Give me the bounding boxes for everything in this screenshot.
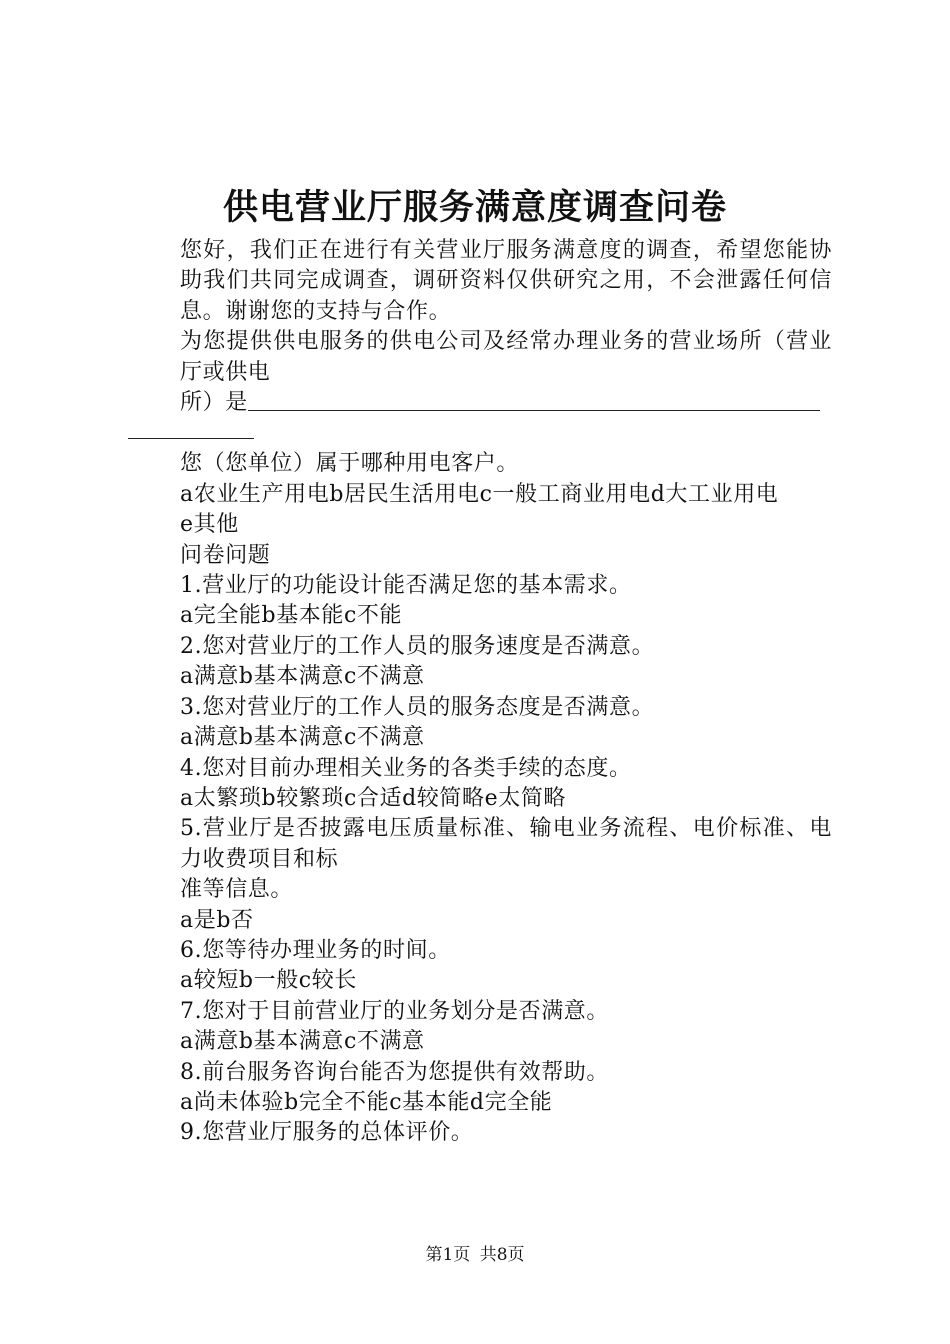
answer-blank-line-continued[interactable] (128, 418, 254, 439)
company-question: 为您提供供电服务的供电公司及经常办理业务的营业场所（营业厅或供电 (180, 329, 832, 385)
page-footer (0, 1243, 950, 1267)
question-8-options: a尚未体验b完全不能c基本能d完全能 (180, 1089, 553, 1115)
question-8: 8.前台服务咨询台能否为您提供有效帮助。 (180, 1059, 609, 1085)
company-question-continued (128, 388, 832, 418)
page-number: 第1页 (425, 1245, 471, 1265)
customer-type-other-option: e其他 (180, 512, 239, 538)
section-heading: 问卷问题 (180, 542, 271, 568)
intro-paragraph: 您好，我们正在进行有关营业厅服务满意度的调查，希望您能协助我们共同完成调查，调研资料仅供研究之用，不会泄露任何信息。谢谢您的支持与合作。 (180, 238, 832, 324)
question-5-continued: 准等信息。 (180, 877, 294, 903)
question-9: 9.您营业厅服务的总体评价。 (180, 1120, 474, 1146)
question-6: 6.您等待办理业务的时间。 (180, 937, 451, 963)
page-title: 供电营业厅服务满意度调查问卷 (222, 187, 727, 228)
question-3: 3.您对营业厅的工作人员的服务态度是否满意。 (180, 694, 655, 720)
question-1: 1.营业厅的功能设计能否满足您的基本需求。 (180, 573, 632, 599)
question-7-options: a满意b基本满意c不满意 (180, 1029, 425, 1055)
customer-type-options: a农业生产用电b居民生活用电c一般工商业用电d大工业用电 (180, 481, 779, 507)
question-2: 2.您对营业厅的工作人员的服务速度是否满意。 (180, 633, 655, 659)
answer-blank-line[interactable] (248, 388, 820, 411)
question-3-options: a满意b基本满意c不满意 (180, 725, 425, 751)
question-1-options: a完全能b基本能c不能 (180, 603, 403, 629)
document-body (128, 236, 832, 1149)
question-4-options: a太繁琐b较繁琐c合适d较简略e太简略 (180, 785, 567, 811)
question-7: 7.您对于目前营业厅的业务划分是否满意。 (180, 998, 609, 1024)
page-total: 共8页 (479, 1245, 525, 1265)
company-question-tail: 所）是 (180, 390, 248, 416)
customer-type-question: 您（您单位）属于哪种用电客户。 (180, 451, 520, 477)
question-6-options: a较短b一般c较长 (180, 968, 357, 994)
question-5-options: a是b否 (180, 907, 254, 933)
question-2-options: a满意b基本满意c不满意 (180, 664, 425, 690)
question-5: 5.营业厅是否披露电压质量标准、输电业务流程、电价标准、电力收费项目和标 (180, 816, 832, 872)
question-4: 4.您对目前办理相关业务的各类手续的态度。 (180, 755, 632, 781)
